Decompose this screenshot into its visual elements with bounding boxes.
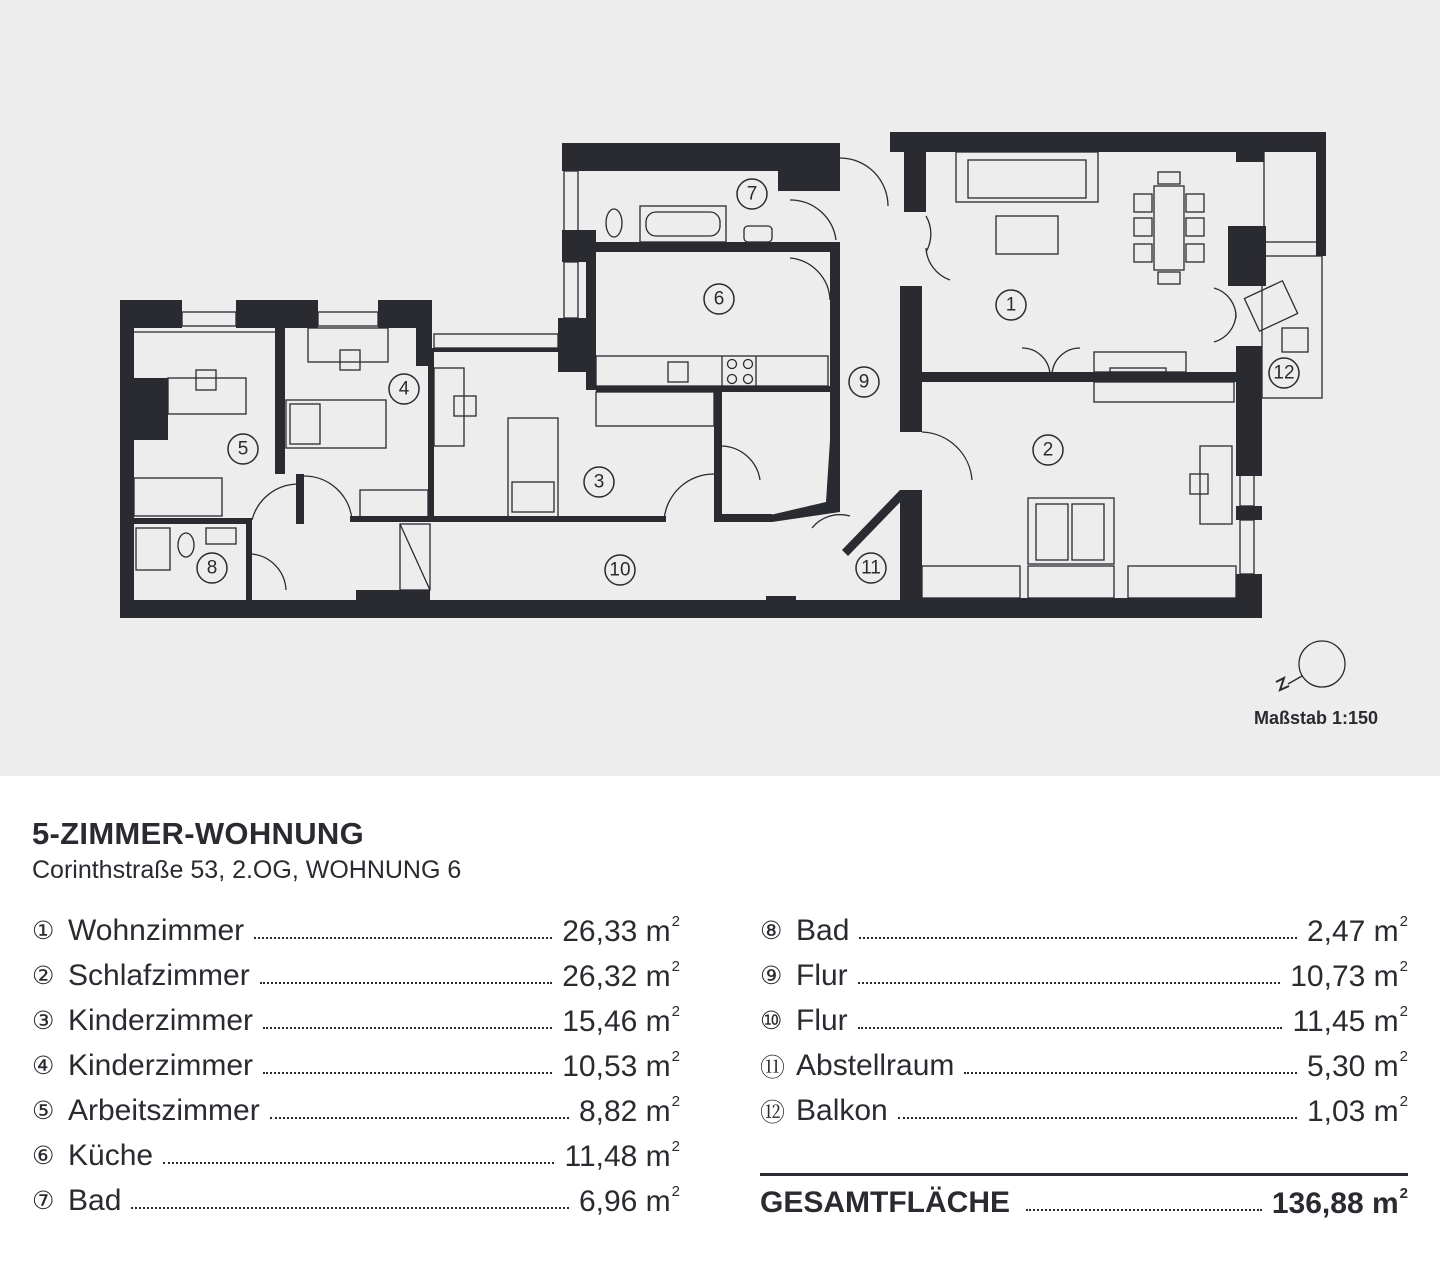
room-name: Kinderzimmer (68, 1048, 254, 1082)
leader-dots (263, 1027, 552, 1029)
room-marker-10: 10 (609, 559, 631, 581)
room-name: Wohnzimmer (68, 913, 245, 947)
room-row-3 (32, 998, 680, 1043)
leader-dots (964, 1072, 1297, 1074)
leader-dots (898, 1117, 1297, 1119)
room-number: ② (32, 961, 55, 990)
room-list-right (760, 908, 1408, 1133)
room-row-10 (760, 998, 1408, 1043)
room-area: 10,73 $m^2$ (1290, 957, 1408, 993)
total-divider (760, 1173, 1408, 1176)
room-area: 10,53 $m^2$ (562, 1047, 680, 1083)
scale-label: Maßstab 1:150 (1254, 708, 1379, 728)
room-marker-11: 11 (861, 557, 881, 579)
room-number: ⑤ (32, 1096, 55, 1125)
room-row-1 (32, 908, 680, 953)
room-number: ⑥ (32, 1141, 55, 1170)
room-row-7 (32, 1178, 680, 1223)
room-marker-8: 8 (206, 557, 218, 579)
room-number: ⑦ (32, 1186, 55, 1215)
room-number: ③ (32, 1006, 55, 1035)
room-area: 11,45 $m^2$ (1292, 1002, 1408, 1038)
leader-dots (858, 1027, 1283, 1029)
room-list-left (32, 908, 680, 1223)
room-name: Küche (68, 1138, 154, 1172)
room-area: 8,82 $m^2$ (578, 1092, 680, 1128)
leader-dots (263, 1072, 552, 1074)
leader-dots (270, 1117, 569, 1119)
room-row-4 (32, 1043, 680, 1088)
room-name: Arbeitszimmer (68, 1093, 260, 1127)
room-marker-2: 2 (1042, 439, 1054, 461)
room-name: Abstellraum (796, 1048, 955, 1082)
leader-dots (260, 982, 553, 984)
room-marker-7: 7 (746, 183, 758, 205)
total-label: GESAMTFLÄCHE (760, 1185, 1010, 1219)
leader-dots (1026, 1209, 1262, 1211)
room-number: ④ (32, 1051, 55, 1080)
room-name: Kinderzimmer (68, 1003, 254, 1037)
leader-dots (859, 937, 1297, 939)
room-marker-4: 4 (398, 378, 410, 400)
leader-dots (163, 1162, 554, 1164)
room-area: 2,47 $m^2$ (1306, 912, 1408, 948)
room-name: Bad (68, 1183, 122, 1217)
room-name: Flur (796, 1003, 848, 1037)
room-name: Balkon (796, 1093, 888, 1127)
room-marker-3: 3 (593, 471, 605, 493)
leader-dots (131, 1207, 569, 1209)
room-row-9 (760, 953, 1408, 998)
room-area: 5,30 $m^2$ (1306, 1047, 1408, 1083)
room-row-5 (32, 1088, 680, 1133)
page-title: 5-ZIMMER-WOHNUNG (32, 816, 364, 851)
room-name: Schlafzimmer (68, 958, 250, 992)
room-area: 6,96 $m^2$ (578, 1182, 680, 1218)
room-number: ⑨ (760, 961, 783, 990)
fixtures (134, 136, 1322, 598)
compass-icon (1276, 641, 1345, 690)
room-area: 11,48 $m^2$ (564, 1137, 680, 1173)
total-area: 136,88 $m^2$ (1271, 1184, 1408, 1220)
room-marker-12: 12 (1273, 362, 1295, 384)
room-marker-5: 5 (237, 438, 249, 460)
room-row-6 (32, 1133, 680, 1178)
room-row-12 (760, 1088, 1408, 1133)
room-area: 1,03 $m^2$ (1306, 1092, 1408, 1128)
room-number: ⑪ (760, 1053, 786, 1082)
walls (120, 132, 1326, 618)
room-marker-6: 6 (713, 288, 725, 310)
room-marker-1: 1 (1005, 294, 1017, 316)
address-subtitle: Corinthstraße 53, 2.OG, WOHNUNG 6 (32, 856, 462, 884)
room-number: ⑩ (760, 1006, 783, 1035)
room-row-8 (760, 908, 1408, 953)
room-row-11 (760, 1043, 1408, 1088)
room-area: 26,32 $m^2$ (562, 957, 680, 993)
room-area: 15,46 $m^2$ (562, 1002, 680, 1038)
room-number: ⑫ (760, 1098, 786, 1127)
room-name: Flur (796, 958, 848, 992)
leader-dots (858, 982, 1281, 984)
room-row-2 (32, 953, 680, 998)
leader-dots (254, 937, 552, 939)
room-number: ⑧ (760, 916, 783, 945)
room-name: Bad (796, 913, 850, 947)
room-marker-9: 9 (858, 371, 870, 393)
total-row (760, 1180, 1408, 1225)
room-area: 26,33 $m^2$ (562, 912, 680, 948)
room-number: ① (32, 916, 55, 945)
